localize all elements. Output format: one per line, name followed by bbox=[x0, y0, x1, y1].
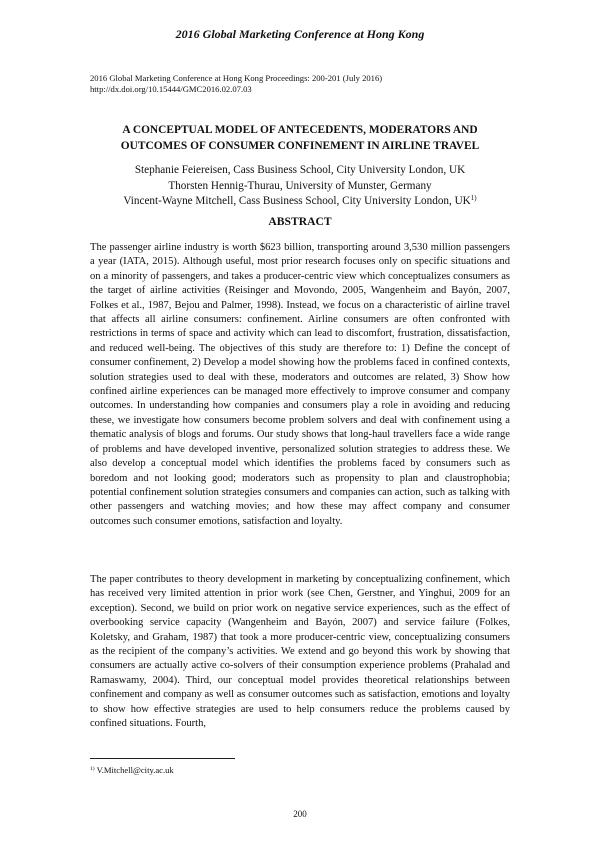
author-3: Vincent-Wayne Mitchell, Cass Business School, City University London, UK bbox=[123, 195, 471, 207]
paper-title-line-2: OUTCOMES OF CONSUMER CONFINEMENT IN AIRLINE TRAVEL bbox=[120, 140, 480, 152]
author-list bbox=[70, 163, 530, 210]
footnote-divider bbox=[90, 758, 235, 759]
author-3-line bbox=[70, 194, 530, 210]
footnote-email[interactable]: V.Mitchell@city.ac.uk bbox=[96, 765, 174, 775]
author-2: Thorsten Hennig-Thurau, University of Munster, Germany bbox=[168, 179, 432, 192]
abstract-heading: ABSTRACT bbox=[268, 215, 332, 228]
paper-title bbox=[70, 122, 530, 154]
author-1: Stephanie Feiereisen, Cass Business School, City University London, UK bbox=[134, 164, 466, 176]
paper-title-line-1: A CONCEPTUAL MODEL OF ANTECEDENTS, MODERATORS AND bbox=[122, 124, 478, 136]
footnote-mark-author-3: 1) bbox=[470, 194, 477, 202]
proceedings-info bbox=[90, 73, 510, 95]
abstract-paragraph-2: The paper contributes to theory development in marketing by conceptualizing confinement, which has received very limited attention in prior work (see Chen, Gerstner, and Yinghui, 2009 for an exception). Second, we build on prior work on negative service experiences, such as the effect of overbooking service capacity (Wangenheim and Bayón, 2007) and service failure (Folkes, Koletsky, and Graham, 1987) that took a more producer-centric view, conceptualizing consumers as the recipient of the company’s activities. We extend and go beyond this work by showing that consumers are actually active co-solvers of their consumption experience problems (Prahalad and Ramaswamy, 2004). Third, our conceptual model provides theoretical relationships between confinement and company as well as consumer outcomes such as satisfaction, emotions and loyalty to show how effective strategies are used to help consumers reduce the problems caused by confined situations. Fourth, bbox=[90, 574, 511, 730]
conference-header: 2016 Global Marketing Conference at Hong Kong bbox=[175, 27, 425, 41]
abstract-paragraph-1: The passenger airline industry is worth $623 billion, transporting around 3,530 million passengers a year (IATA, 2015). Although useful, most prior research focuses only on specific situations and on a minority of passengers, and takes a producer-centric view which conceptualizes consumers as the target of airline activities (Reisinger and Movondo, 2005, Wangenheim and Bayón, 2007, Folkes et al., 1987, Bejou and Palmer, 1998). Instead, we focus on a characteristic of airline travel that affects all airline consumers: confinement. Airline consumers are often confronted with restrictions in terms of space and activity which can lead to discomfort, frustration, dissatisfaction, and reduced well-being. The objectives of this study are therefore to: 1) Define the concept of consumer confinement, 2) Develop a model showing how the problems faced in confined contexts, solution strategies used to deal with these, moderators and outcomes are related, 3) Show how confined airline experiences can be managed more effectively to improve consumer and company outcomes. In understanding how companies and consumers play a role in avoiding and reducing these, we investigate how consumers become problem solvers and deal with confinement using a thematic analysis of blogs and forums. Our study shows that long-haul travellers face a wide range of problems and have developed inventive, personalized solution strategies to address these. We also develop a conceptual model which identifies the problems faced by consumers such as boredom and not looking good; moderators such as propensity to plan and claustrophobia; potential confinement solution strategies consumers and companies can action, such as talking with other passengers and watching movies; and how these may affect company and consumer outcomes such consumer emotions, satisfaction and loyalty. bbox=[90, 242, 510, 527]
page-number: 200 bbox=[293, 809, 307, 819]
proceedings-citation: 2016 Global Marketing Conference at Hong Kong Proceedings: 200-201 (July 2016) bbox=[90, 73, 383, 83]
doi-link[interactable]: http://dx.doi.org/10.15444/GMC2016.02.07.03 bbox=[90, 84, 252, 94]
footnote-mark: 1) bbox=[90, 766, 95, 772]
footnote bbox=[90, 765, 510, 775]
